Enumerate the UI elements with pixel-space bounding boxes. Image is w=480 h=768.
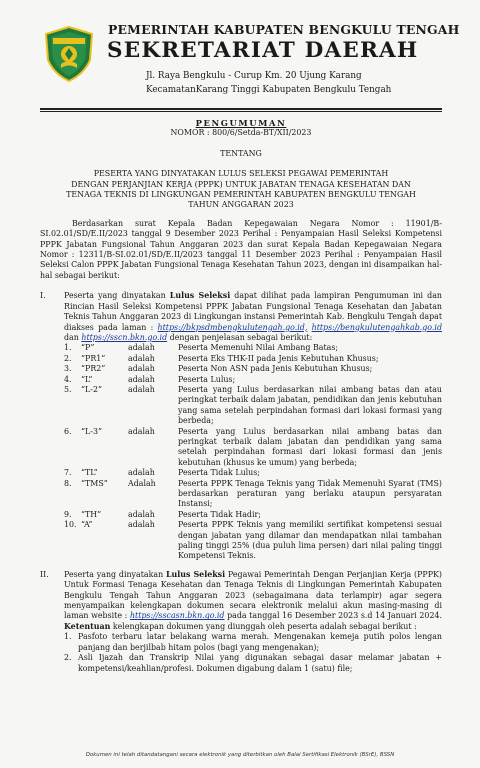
code-number: 8. [64,478,72,488]
office-name: SEKRETARIAT DAERAH [107,38,419,63]
code-verb: adalah [128,426,155,436]
section-text: Peserta yang dinyatakan [64,569,166,579]
code-description: Peserta Memenuhi Nilai Ambang Batas; [178,343,339,353]
code-row [64,375,442,385]
code-label: “P” [81,343,95,353]
code-description: Peserta Tidak Lulus; [178,468,260,478]
link-bengkulutengah[interactable]: https://bengkulutengahkab.go.id [311,322,442,332]
code-legend-table [64,343,442,562]
code-row [64,479,442,510]
announcement-title: PENGUMUMAN [195,118,287,128]
header-rule-thick [40,108,442,110]
code-row [64,343,442,353]
code-verb: adalah [128,353,155,363]
header-rule-thin [40,111,442,112]
code-number: 1. [64,343,72,353]
code-number: 5. [64,384,72,394]
requirements-list [64,632,442,674]
code-number: 2. [64,353,72,363]
link-bkpsdm[interactable]: https://bkpsdmbengkulutengah.go.id, [157,322,308,332]
code-row [64,510,442,520]
requirement-text: Asli Ijazah dan Transkrip Nilai yang digunakan sebagai dasar melamar jabatan + kompetensi/keahlian/profesi. Dokumen digabung dalam 1 (satu) file; [78,653,442,673]
subject-line: PESERTA YANG DINYATAKAN LULUS SELEKSI PEGAWAI PEMERINTAH [93,169,389,179]
section-text-bold: Ketentuan [64,621,111,631]
code-description: Peserta Non ASN pada Jenis Kebutuhan Khusus; [178,364,373,374]
code-description: Peserta yang Lulus berdasarkan nilai ambang batas dan atau peringkat terbaik dalam jabatan, pendidikan dan jenis kebutuhan yang sama setelah perpindahan formasi dari lokasi formasi yang berbeda; [178,384,442,426]
code-number: 9. [64,509,72,519]
code-verb: adalah [128,468,155,478]
code-label: “TH” [81,509,102,519]
code-row [64,385,442,427]
code-number: 10. [64,520,77,530]
letter-body [40,118,442,674]
code-number: 7. [64,468,72,478]
code-label: “PR2” [81,364,106,374]
code-row [64,468,442,478]
code-description: Peserta Lulus; [178,374,236,384]
code-label: “A” [81,520,93,530]
section-text: pada tanggal 16 Desember 2023 s.d 14 Januari 2024. [224,611,442,621]
code-row [64,354,442,364]
address-line-2: KecamatanKarang Tinggi Kabupaten Bengkulu Tengah [146,85,392,95]
section-text: dengan penjelasan sebagai berikut: [167,332,313,342]
section-text-bold: Lulus Seleksi [169,291,231,301]
code-verb: adalah [128,384,155,394]
section-text: dan [64,332,82,342]
regency-emblem-icon [44,26,94,82]
code-verb: adalah [128,509,155,519]
section-text: Peserta yang dinyatakan [64,291,170,301]
section-text: dapat dilihat pada lampiran Pengumuman ini dan Rincian Hasil Seleksi Kompetensi PPPK Jabatan Fungsional Tenaga Kesehatan dan Jabatan Teknis Tahun Anggaran 2023 di Lingkungan instansi Pemerintah Kab. Bengkulu Tengah dapat diakses pada laman : [64,291,442,332]
section-one [40,291,442,562]
code-label: “PR1” [81,353,106,363]
code-verb: adalah [128,343,155,353]
code-row [64,520,442,562]
code-label: “L” [81,374,93,384]
code-verb: adalah [128,364,155,374]
requirement-item [64,653,442,674]
intro-paragraph: Berdasarkan surat Kepala Badan Kepegawaian Negara Nomor : 11901/B-SI.02.01/SD/E.II/2023 tanggal 9 Desember 2023 Perihal : Penyampaian Hasil Seleksi Kompetensi PPPK Jabatan Fungsional Tahun Anggaran 2023 dan surat Kepala Badan Kepegawaian Negara Nomor : 12311/B-SI.02.01/SD/E.II/2023 tanggal 11 Desember 2023 Perihal : Penyampaian Hasil Seleksi Calon PPPK Jabatan Fungsional Tenaga Kesehatan Tahun 2023, dengan ini disampaikan hal-hal sebagai berikut: [40,218,442,280]
code-number: 3. [64,364,72,374]
code-row [64,364,442,374]
section-number: II. [40,569,49,579]
requirement-number: 1. [64,632,72,642]
code-description: Peserta yang Lulus berdasarkan nilai ambang batas dan peringkat terbaik dalam jabatan dan pendidikan yang sama setelah perpindahan formasi dari lokasi formasi dan jenis kebutuhan (khusus ke umum) yang berbeda; [178,426,442,467]
code-number: 4. [64,374,72,384]
section-text-bold: Lulus Seleksi [165,569,226,579]
link-sscasn[interactable]: https://sscasn.bkn.go.id [129,611,225,621]
link-sscn[interactable]: https://sscn.bkn.go.id [81,332,168,342]
code-label: “L-3” [81,426,102,436]
code-verb: adalah [128,374,155,384]
code-label: “TL” [81,468,98,478]
address-line-1: Jl. Raya Bengkulu - Curup Km. 20 Ujung Karang [146,71,362,81]
code-label: “TMS” [81,478,108,488]
code-description: Peserta Tidak Hadir; [178,509,261,519]
code-number: 6. [64,426,72,436]
requirement-item [64,632,442,653]
letterhead [0,18,480,112]
about-label: TENTANG [220,148,262,158]
requirement-number: 2. [64,653,72,663]
government-name: PEMERINTAH KABUPATEN BENGKULU TENGAH [108,22,460,37]
announcement-number: NOMOR : 800/6/Setda-BT/XII/2023 [170,128,312,138]
code-verb: Adalah [128,478,156,488]
code-description: Peserta PPPK Tenaga Teknis yang Tidak Memenuhi Syarat (TMS) berdasarkan peraturan yang berlaku ataupun persyaratan Instansi; [178,478,442,509]
subject-line: TENAGA TEKNIS DI LINGKUNGAN PEMERINTAH KABUPATEN BENGKULU TENGAH [66,190,416,200]
section-number: I. [40,291,46,301]
subject-line: TAHUN ANGGARAN 2023 [188,200,294,210]
esign-footer: Dokumen ini telah ditandatangani secara elektronik yang diterbitkan oleh Balai Sertifikasi Elektronik (BSrE), BSSN [85,752,395,758]
code-description: Peserta PPPK Teknis yang memiliki sertifikat kompetensi sesuai dengan jabatan yang dilamar dan mendapatkan nilai tambahan paling tinggi 25% (dua puluh lima persen) dari nilai paling tinggi Kompetensi Teknis. [178,520,442,561]
section-two [40,570,442,674]
code-label: “L-2” [81,384,102,394]
section-text: kelengkapan dokumen yang diunggah oleh peserta adalah sebagai berikut : [110,621,417,631]
code-row [64,427,442,469]
subject-line: DENGAN PERJANJIAN KERJA (PPPK) UNTUK JABATAN TENAGA KESEHATAN DAN [71,179,411,189]
code-description: Peserta Eks THK-II pada Jenis Kebutuhan Khusus; [178,353,379,363]
requirement-text: Pasfoto terbaru latar belakang warna merah. Mengenakan kemeja putih polos lengan panjang dan berjilbab hitam polos (bagi yang mengenakan); [78,632,442,652]
code-verb: adalah [128,520,155,530]
section-text: Pegawai Pemerintah Dengan Perjanjian Kerja (PPPK) Untuk Formasi Tenaga Kesehatan dan Tenaga Teknis di Lingkungan Pemerintah Kabupaten Bengkulu Tengah Tahun Anggaran 2023 (sebagaimana data terlampir) agar segera menyampaikan kelengkapan dokumen secara elektronik melalui akun masing-masing di laman website : [64,569,442,621]
